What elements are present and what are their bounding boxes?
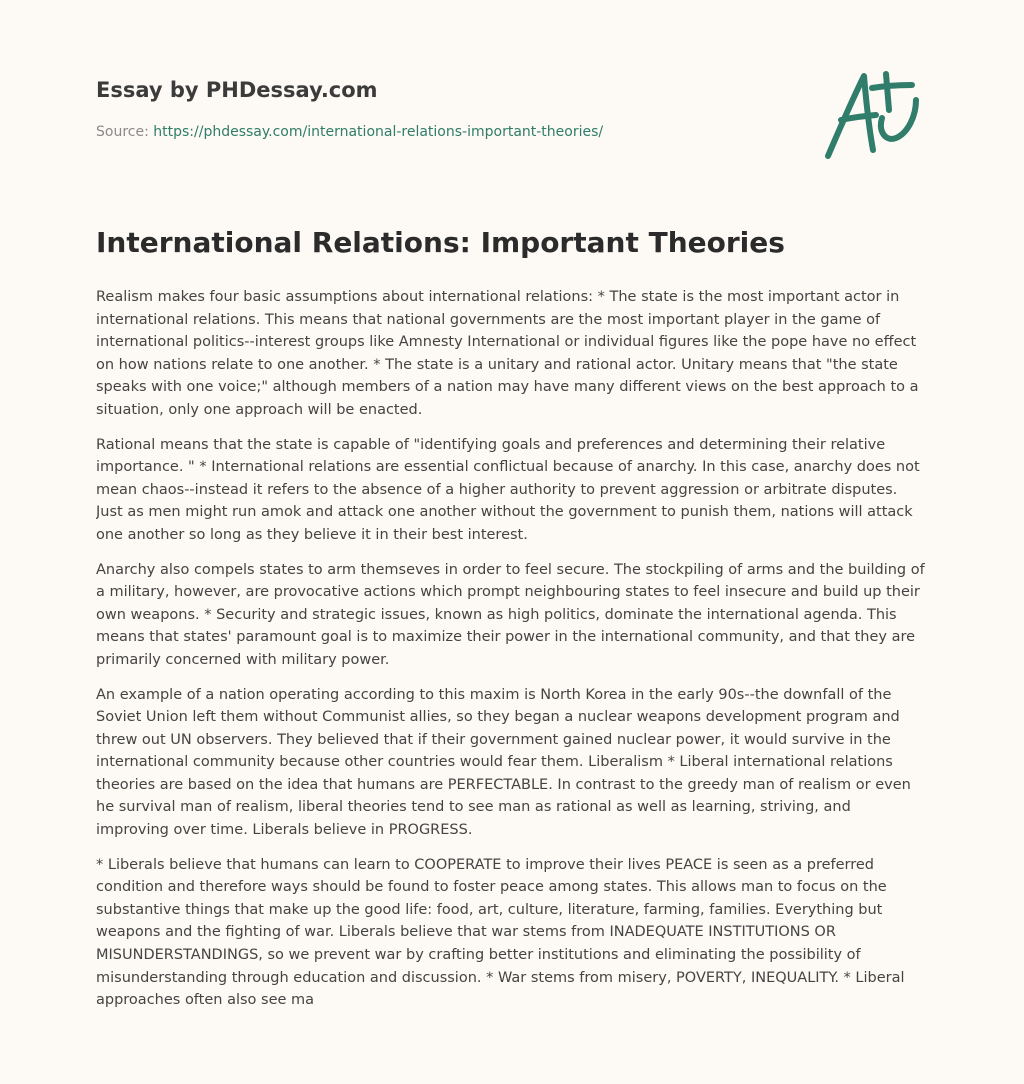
essay-title: International Relations: Important Theories: [96, 226, 785, 259]
paragraph: Rational means that the state is capable of "identifying goals and preferences and determining their relative importance. " * International relations are essential conflictual because of anarchy. In this case, anarchy does not mean chaos--instead it refers to the absence of a higher authority to prevent aggression or arbitrate disputes. Just as men might run amok and attack one another without the government to punish them, nations will attack one another so long as they believe it in their best interest.: [96, 436, 920, 543]
paragraph: An example of a nation operating according to this maxim is North Korea in the early 90s--the downfall of the Soviet Union left them without Communist allies, so they began a nuclear weapons development program and threw out UN observers. They believed that if their government gained nuclear power, it would survive in the international community because other countries would fear them. Liberalism * Liberal international relations theories are based on the idea that humans are PERFECTABLE. In contrast to the greedy man of realism or even he survival man of realism, liberal theories tend to see man as rational as well as learning, striving, and improving over time. Liberals believe in PROGRESS.: [96, 686, 911, 839]
source-label: Source:: [96, 124, 149, 140]
paragraph: Realism makes four basic assumptions about international relations: * The state is the most important actor in international relations. This means that national governments are the most important player in the game of international politics--interest groups like Amnesty International or individual figures like the pope have no effect on how nations relate to one another. * The state is a unitary and rational actor. Unitary means that "the state speaks with one voice;" although members of a nation may have many different views on the best approach to a situation, only one approach will be enacted.: [96, 289, 919, 418]
site-title: Essay by PHDessay.com: [96, 78, 378, 102]
paragraph: * Liberals believe that humans can learn to COOPERATE to improve their lives PEACE is seen as a preferred condition and therefore ways should be found to foster peace among states. This allows man to focus on the substantive things that make up the good life: food, art, culture, literature, farming, families. Everything but weapons and the fighting of war. Liberals believe that war stems from INADEQUATE INSTITUTIONS OR MISUNDERSTANDINGS, so we prevent war by crafting better institutions and eliminating the possibility of misunderstanding through education and discussion. * War stems from misery, POVERTY, INEQUALITY. * Liberal approaches often also see ma: [96, 856, 905, 1009]
a-plus-logo-icon: [822, 70, 926, 162]
paragraph: Anarchy also compels states to arm themseves in order to feel secure. The stockpiling of arms and the building of a military, however, are provocative actions which prompt neighbouring states to feel insecure and build up their own weapons. * Security and strategic issues, known as high politics, dominate the international agenda. This means that states' paramount goal is to maximize their power in the international community, and that they are primarily concerned with military power.: [96, 561, 925, 668]
source-line: [96, 124, 603, 140]
essay-body: [96, 286, 928, 1076]
source-link[interactable]: https://phdessay.com/international-relations-important-theories/: [153, 124, 604, 140]
page-header: [96, 74, 928, 174]
